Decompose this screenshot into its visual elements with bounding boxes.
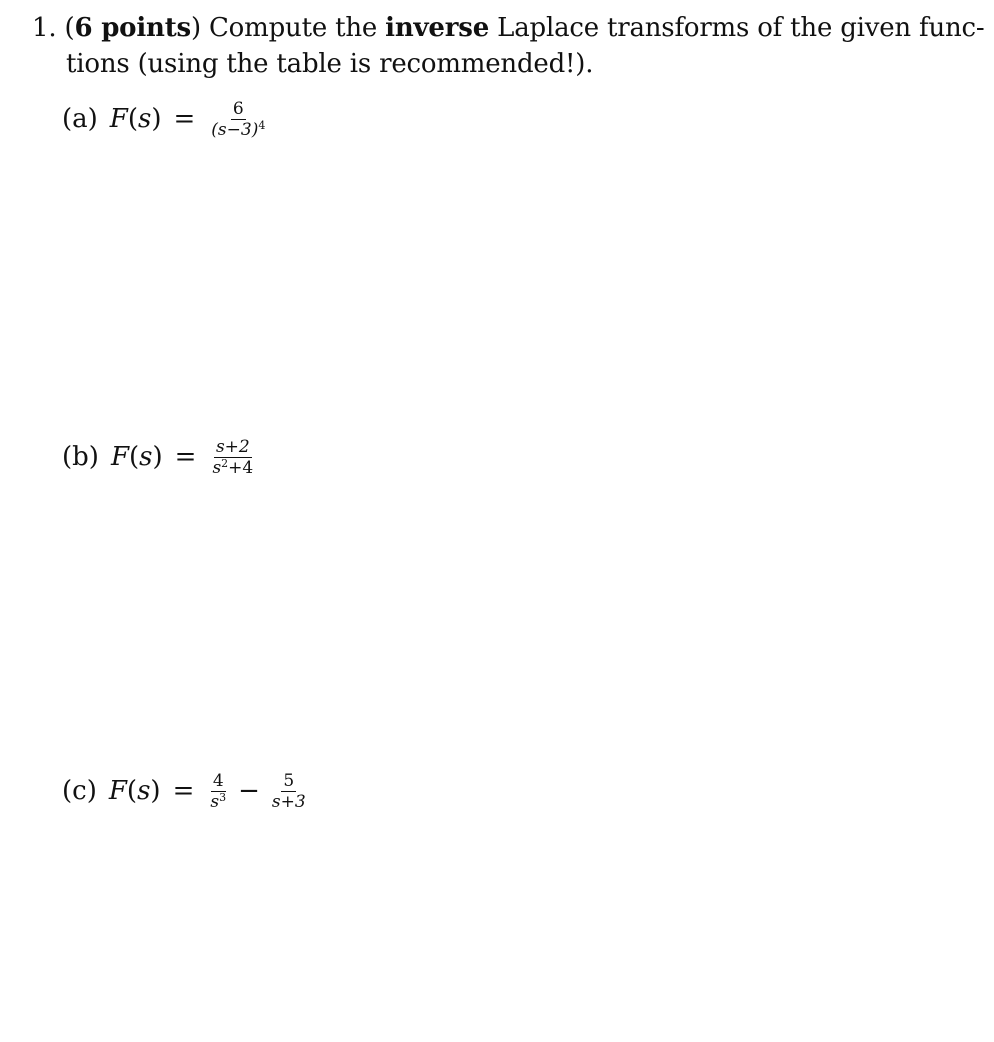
part-a-label: (a) [62, 103, 98, 134]
part-a-equals: = [173, 103, 196, 134]
part-b-label: (b) [62, 441, 99, 472]
part-c-variable: s [137, 775, 151, 806]
part-a-function-name: F [109, 103, 128, 134]
part-a-denominator-base: (s−3) [211, 120, 259, 140]
part-c: (c) F ( s ) = $\frac{4}{s^3}$ − $\frac{5}{s+3}$ [62, 771, 306, 812]
problem-number: 1. [32, 13, 57, 43]
part-c-function-name: F [108, 775, 127, 806]
part-a-fraction [209, 100, 267, 139]
part-a: (a) F ( s ) = $\frac{6}{(s-3)^4}$ [62, 99, 266, 140]
part-c-minus-operator: − [238, 775, 260, 806]
part-a-numerator: 6 [232, 99, 244, 119]
part-c-term1-denominator-exponent: 3 [219, 791, 227, 804]
part-c-term2-numerator: 5 [283, 771, 295, 791]
part-b-function-name: F [110, 441, 129, 472]
part-c-term2-denominator: s+3 [271, 792, 306, 812]
part-a-denominator-exponent: 4 [258, 119, 266, 132]
intro-text-a: Compute the [208, 13, 378, 43]
part-b-denominator-tail: +4 [228, 458, 254, 478]
part-b-denominator-base: s [212, 458, 222, 478]
part-b-numerator: s+2 [215, 437, 250, 457]
part-c-term1-denominator [208, 792, 228, 811]
points-value: 6 points [74, 13, 191, 43]
part-b-denominator-exponent: 2 [221, 457, 229, 470]
problem-statement-line-2 [66, 47, 593, 81]
points-close-paren: ) [190, 13, 201, 43]
problem-statement-line-1 [32, 11, 985, 45]
part-b-denominator [210, 458, 255, 477]
part-c-label: (c) [62, 775, 97, 806]
intro-bold-word: inverse [385, 13, 490, 43]
part-a-variable: s [138, 103, 152, 134]
intro-text-line2: tions (using the table is recommended!). [66, 49, 594, 79]
part-c-term1-numerator: 4 [212, 771, 224, 791]
part-b-fraction [210, 438, 255, 477]
part-c-term1-fraction [208, 772, 228, 811]
intro-text-b: Laplace transforms of the given func- [497, 13, 985, 43]
part-c-term2-fraction [270, 772, 308, 811]
part-c-equals: = [172, 775, 195, 806]
part-b: (b) F ( s ) = $\frac{s+2}{s^2+4}$ [62, 437, 254, 478]
part-b-variable: s [139, 441, 153, 472]
part-a-denominator [209, 120, 267, 139]
points-open-paren: ( [64, 13, 75, 43]
part-c-term1-denominator-base: s [210, 792, 220, 812]
part-b-equals: = [174, 441, 197, 472]
